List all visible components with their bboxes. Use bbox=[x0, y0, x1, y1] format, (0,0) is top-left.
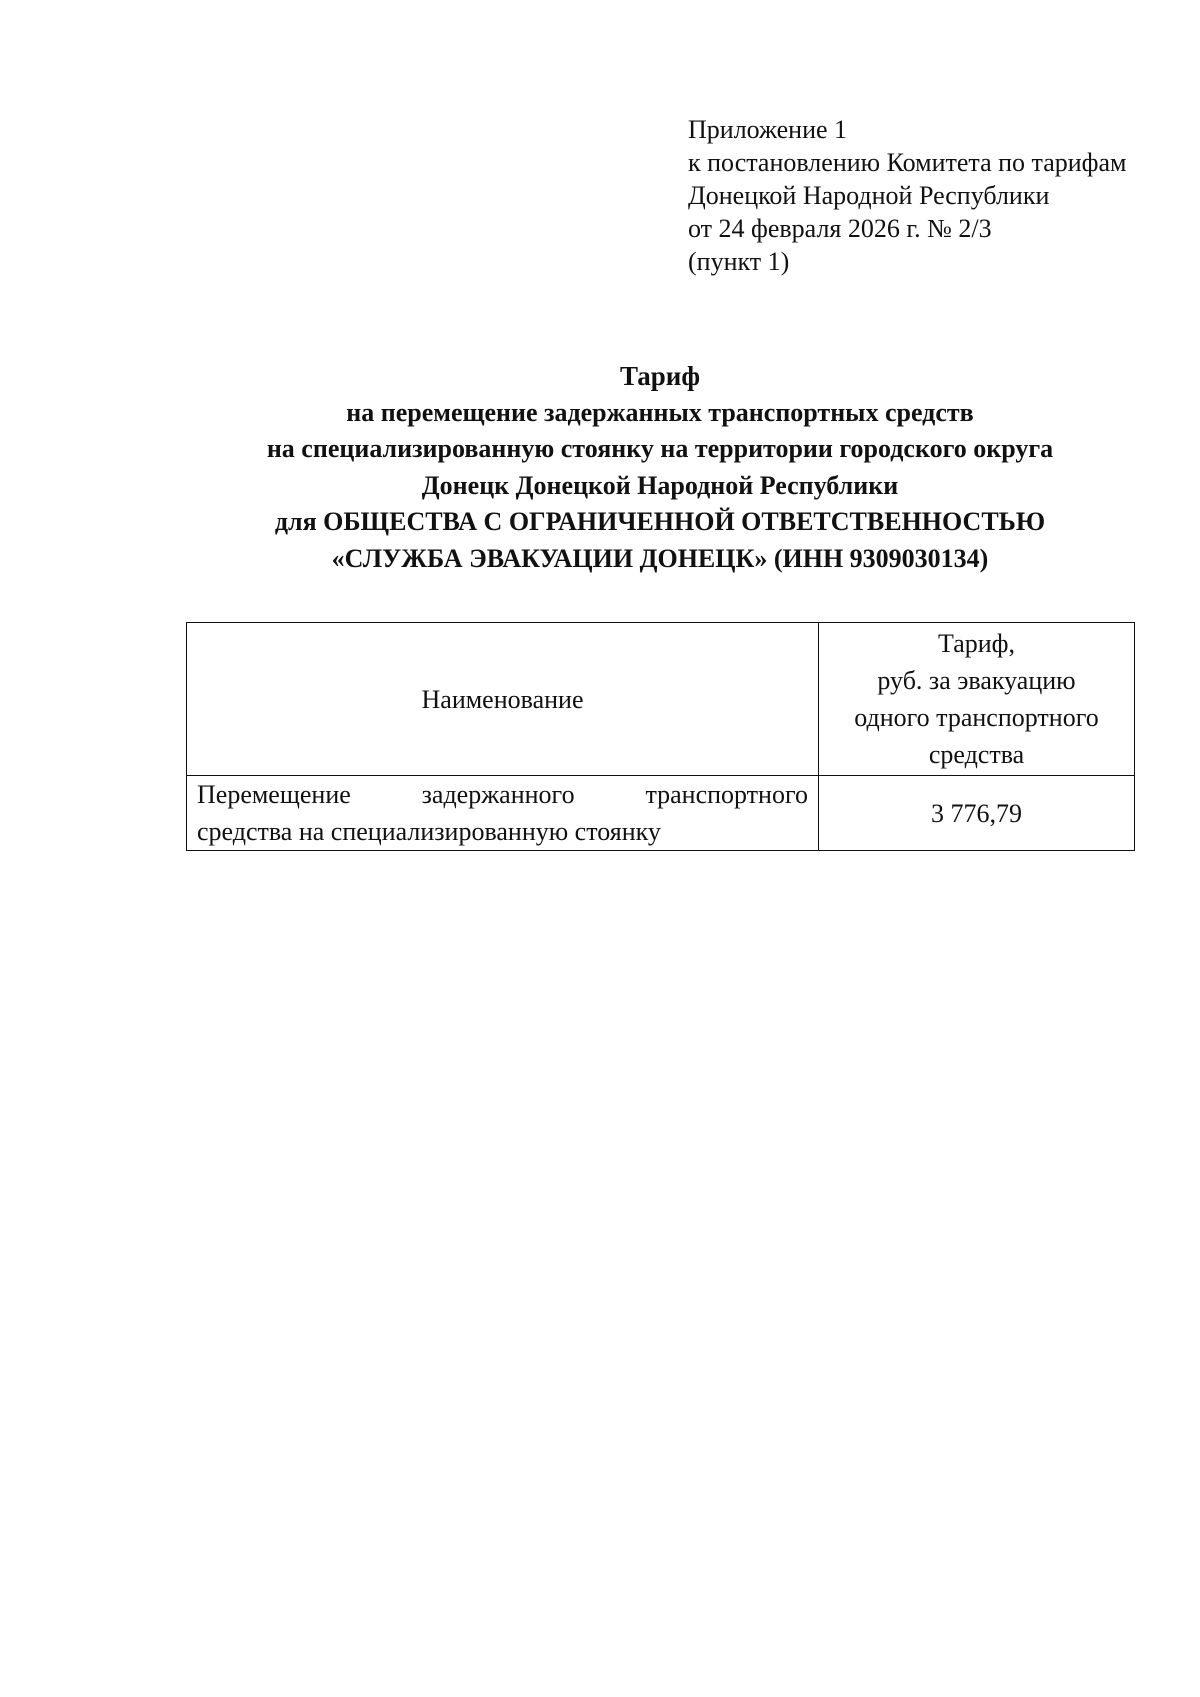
document-title bbox=[150, 358, 1170, 577]
attachment-authority: Донецкой Народной Республики bbox=[688, 181, 1050, 210]
tariff-table bbox=[186, 622, 1135, 851]
attachment-date: от 24 февраля 2026 г. № 2/3 bbox=[688, 214, 992, 243]
attachment-header bbox=[688, 113, 1168, 278]
attachment-reference: к постановлению Комитета по тарифам bbox=[688, 148, 1127, 177]
title-line-3: на специализированную стоянку на территории городского округа bbox=[266, 434, 1054, 463]
title-main: Тариф bbox=[619, 361, 701, 391]
header-tariff-line-2: руб. за эвакуацию bbox=[877, 666, 1076, 695]
header-tariff bbox=[819, 623, 1135, 776]
row-name-cell bbox=[187, 776, 819, 851]
row-name-word: задержанного bbox=[421, 780, 575, 809]
attachment-clause: (пункт 1) bbox=[688, 247, 790, 276]
title-line-5: для ОБЩЕСТВА С ОГРАНИЧЕННОЙ ОТВЕТСТВЕННОСТЬЮ bbox=[274, 507, 1046, 536]
row-tariff-value: 3 776,79 bbox=[819, 776, 1135, 851]
header-tariff-line-3: одного транспортного bbox=[854, 703, 1099, 732]
header-name: Наименование bbox=[187, 623, 819, 776]
title-line-2: на перемещение задержанных транспортных средств bbox=[346, 397, 974, 427]
table-header-row bbox=[187, 623, 1135, 776]
row-name-word: Перемещение bbox=[197, 780, 351, 809]
title-line-6: «СЛУЖБА ЭВАКУАЦИИ ДОНЕЦК» (ИНН 9309030134) bbox=[331, 543, 989, 573]
table-row bbox=[187, 776, 1135, 851]
row-name-word: транспортного bbox=[645, 780, 808, 809]
title-line-4: Донецк Донецкой Народной Республики bbox=[421, 470, 899, 500]
row-name-line-1 bbox=[197, 776, 808, 813]
row-name-line-2: средства на специализированную стоянку bbox=[197, 817, 661, 846]
header-tariff-line-4: средства bbox=[928, 740, 1025, 769]
header-tariff-line-1: Тариф, bbox=[937, 629, 1016, 658]
attachment-number: Приложение 1 bbox=[688, 115, 848, 144]
